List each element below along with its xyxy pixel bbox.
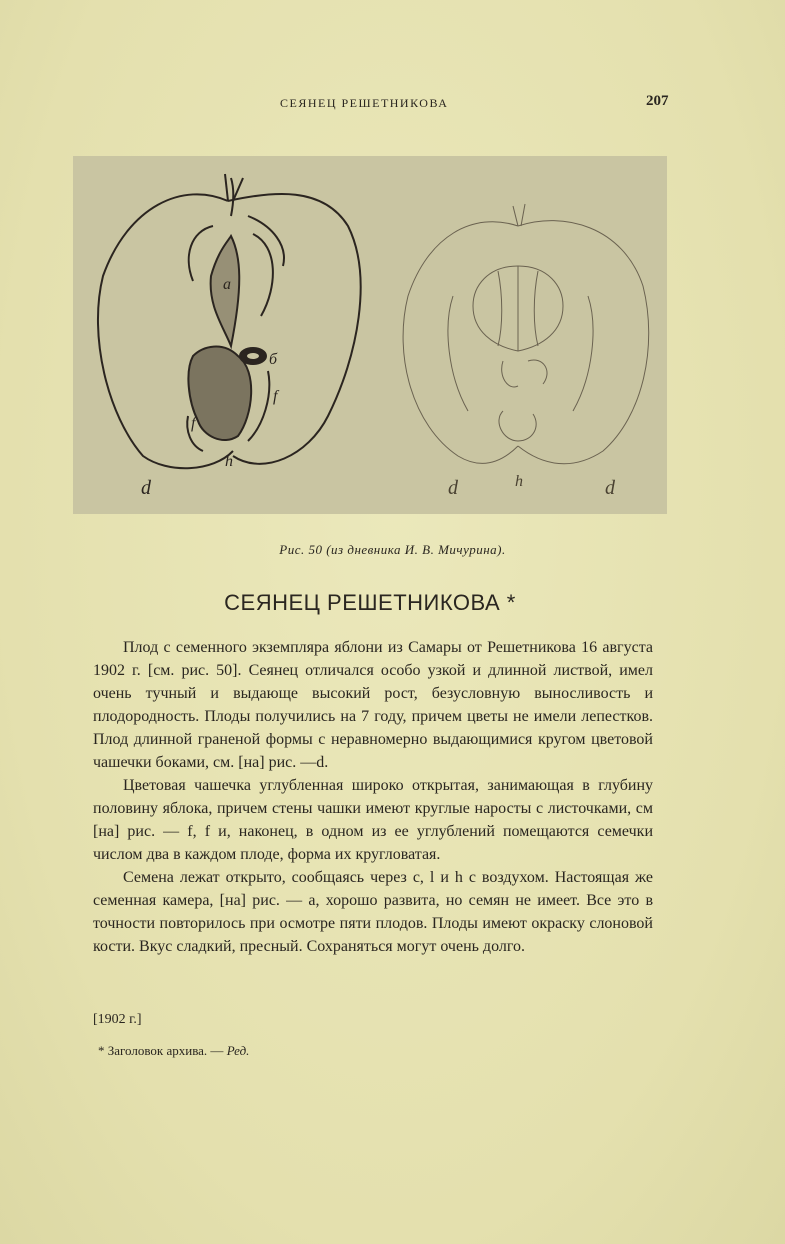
left-apple-sketch bbox=[98, 174, 361, 468]
page-number: 207 bbox=[646, 93, 669, 109]
apple-cross-section-figure bbox=[73, 156, 667, 514]
paragraph-1: Плод с семенного экземпляра яблони из Самары от Решетникова 16 августа 1902 г. [см. рис. 50]. Сеянец отличался особо узкой и длинной листвой, имел очень тучный и выдающе высокий рост, безусловную выносливость и плодородность. Плоды получились на 7 году, причем цветы не имели лепестков. Плод длинной граненой формы с неравномерно выдающимися кругом цветовой чашечки боками, см. [на] рис. —d. bbox=[93, 639, 653, 771]
running-title: СЕЯНЕЦ РЕШЕТНИКОВА bbox=[280, 96, 449, 110]
footnote-editor: Ред. bbox=[226, 1043, 250, 1058]
article-title: СЕЯНЕЦ РЕШЕТНИКОВА * bbox=[224, 590, 516, 615]
figure-label-h-left: h bbox=[225, 453, 233, 470]
figure-label-b: б bbox=[269, 351, 278, 368]
footnote-text: * Заголовок архива. — bbox=[98, 1043, 224, 1058]
footnote bbox=[98, 1043, 249, 1059]
apple-drawing bbox=[73, 156, 667, 514]
article-body bbox=[93, 636, 653, 958]
date-note: [1902 г.] bbox=[93, 1012, 142, 1027]
figure-label-h-right: h bbox=[515, 473, 523, 490]
figure-label-d-right: d bbox=[605, 477, 615, 499]
figure-label-d-middle: d bbox=[448, 477, 458, 499]
figure-label-a: a bbox=[223, 276, 231, 293]
figure-caption: Рис. 50 (из дневника И. В. Мичурина). bbox=[279, 542, 506, 557]
figure-label-f-left: f bbox=[191, 415, 196, 432]
right-apple-sketch bbox=[403, 204, 649, 464]
figure-label-d-left: d bbox=[141, 477, 151, 499]
paragraph-3: Семена лежат открыто, сообщаясь через c, l и h с воздухом. Настоящая же семенная камера, [на] рис. — a, хорошо развита, но семян не имеет. Все это в точности повторилось при осмотре пяти плодов. Плоды имеют окраску слоновой кости. Вкус сладкий, пресный. Сохраняться могут очень долго. bbox=[93, 869, 653, 955]
figure-label-f-right: f bbox=[273, 388, 278, 405]
paragraph-2: Цветовая чашечка углубленная широко открытая, занимающая в глубину половину яблока, причем стены чашки имеют круглые наросты с листочками, см [на] рис. — f, f и, наконец, в одном из ее углублений помещаются семечки числом два в каждом плоде, форма их кругловатая. bbox=[93, 777, 653, 863]
